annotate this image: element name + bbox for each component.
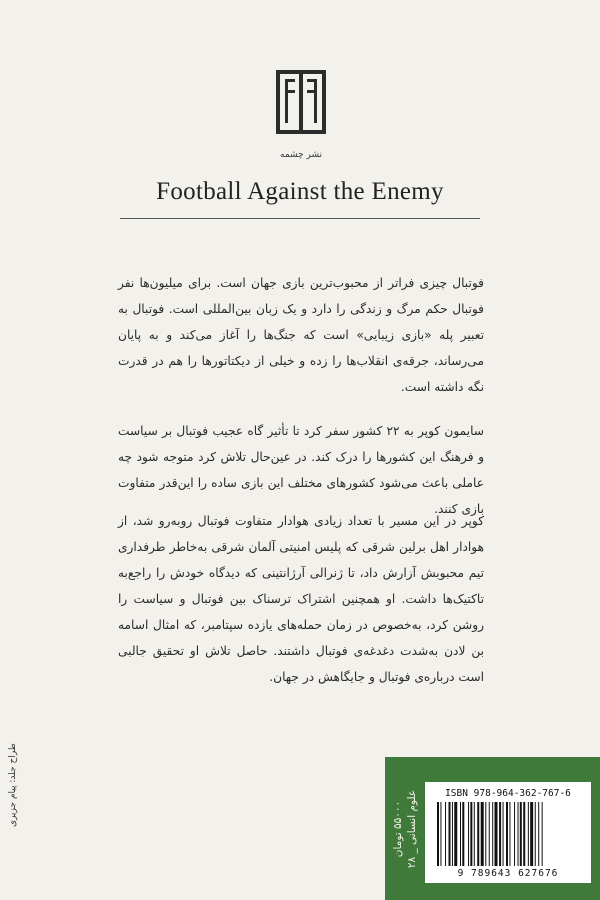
barcode-icon <box>437 802 579 866</box>
cover-designer-credit-text: طراح جلد: پیام جزیری <box>8 743 18 827</box>
price-text: ۵۵۰۰۰ تومان <box>392 800 404 858</box>
book-title: Football Against the Enemy <box>156 178 444 205</box>
description-paragraph-2: سایمون کوپر به ۲۲ کشور سفر کرد تا تأثیر گاه عجیب فوتبال بر سیاست و فرهنگ این کشورها را درک کند. در عین‌حال تلاش کرد متوجه شود چه عاملی باعث می‌شود کشورهای مختلف این بازی ساده را این‌قدر متفاوت بازی کنند. <box>118 424 484 516</box>
description-paragraph-3: کوپر در این مسیر با تعداد زیادی هوادار متفاوت فوتبال روبه‌رو شد، از هوادار اهل برلین شرقی که پلیس امنیتی آلمان شرقی به‌خاطر طرفداری تیم محبوبش آزارش داد، تا ژنرالی آرژانتینی که دیدگاه خودش را راجع‌به تاکتیک‌ها داشت. او همچنین اشتراک ترسناک بین فوتبال و سیاست را روشن کرد، به‌خصوص در زمان حمله‌های یازده سپتامبر، که امثال اسامه بن لادن به‌شدت دغدغه‌ی فوتبال داشتند. حاصل تلاش او تحقیق جالبی است درباره‌ی فوتبال و جایگاهش در جهان. <box>118 514 484 684</box>
publisher-logo-caption: نشر چشمه <box>280 150 322 160</box>
barcode-box <box>425 782 591 883</box>
cover-designer-credit <box>6 690 20 880</box>
isbn-text: ISBN 978-964-362-767-6 <box>445 788 571 799</box>
price-block <box>388 765 422 893</box>
barcode-digits: 9 789643 627676 <box>457 868 559 879</box>
series-text: علوم انسانی _ ۲۸ <box>406 789 418 869</box>
description-paragraph-1: فوتبال چیزی فراتر از محبوب‌ترین بازی جهان است. برای میلیون‌ها نفر فوتبال حکم مرگ و زندگی را دارد و یک زبان بین‌المللی است. فوتبال به تعبیر پله «بازی زیبایی» است که جنگ‌ها را آغاز می‌کند و به پایان می‌رساند، جرقه‌ی انقلاب‌ها را زده و خیلی از دیکتاتورها را هم در قدرت نگه داشته است. <box>118 276 484 394</box>
publisher-logo-icon <box>276 70 326 160</box>
title-divider <box>120 218 480 219</box>
